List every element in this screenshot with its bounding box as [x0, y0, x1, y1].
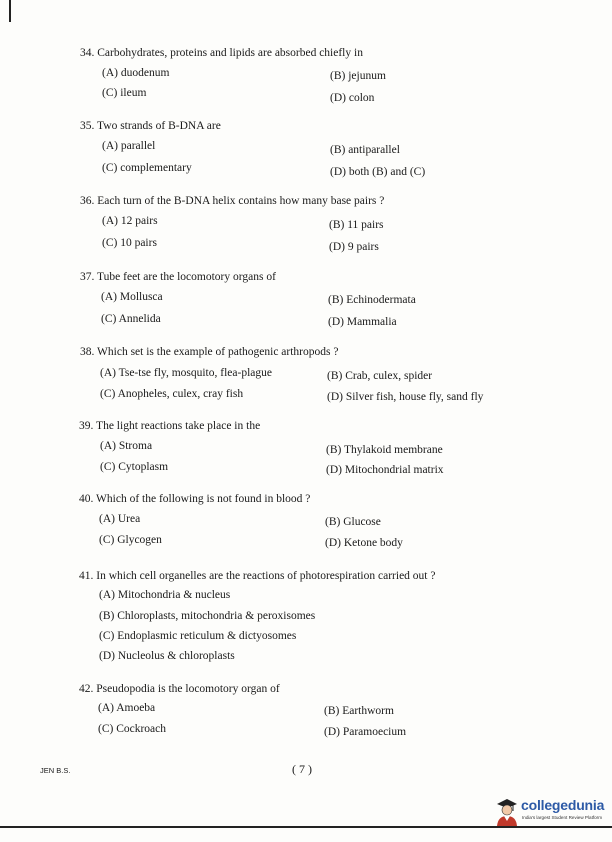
question-34-text: 34. Carbohydrates, proteins and lipids are absorbed chiefly in [80, 47, 363, 59]
q40-option-a: (A) Urea [99, 513, 141, 525]
question-37-text: 37. Tube feet are the locomotory organs of [80, 271, 276, 283]
q36-option-a: (A) 12 pairs [102, 215, 158, 227]
q34-option-a: (A) duodenum [102, 67, 170, 79]
page-number: ( 7 ) [292, 762, 312, 776]
question-41-text: 41. In which cell organelles are the reactions of photorespiration carried out ? [79, 570, 436, 582]
question-40-text: 40. Which of the following is not found in blood ? [79, 493, 311, 505]
q35-option-b: (B) antiparallel [330, 144, 400, 156]
q40-option-c: (C) Glycogen [99, 534, 162, 546]
q38-option-a: (A) Tse-tse fly, mosquito, flea-plague [100, 367, 272, 379]
q36-option-b: (B) 11 pairs [329, 219, 384, 231]
q39-option-d: (D) Mitochondrial matrix [326, 464, 444, 476]
q39-option-c: (C) Cytoplasm [100, 461, 169, 473]
graduate-icon [494, 796, 520, 826]
q34-option-d: (D) colon [330, 92, 375, 104]
q36-option-d: (D) 9 pairs [329, 241, 379, 253]
q35-option-c: (C) complementary [102, 162, 192, 174]
q37-option-c: (C) Annelida [101, 313, 161, 325]
q36-option-c: (C) 10 pairs [102, 237, 157, 249]
q40-option-b: (B) Glucose [325, 516, 381, 528]
q41-option-a: (A) Mitochondria & nucleus [99, 589, 231, 601]
q42-option-d: (D) Paramoecium [324, 726, 407, 738]
q38-option-b: (B) Crab, culex, spider [327, 370, 433, 382]
q41-option-b: (B) Chloroplasts, mitochondria & peroxisomes [99, 610, 316, 622]
question-35-text: 35. Two strands of B-DNA are [80, 120, 221, 132]
q39-option-b: (B) Thylakoid membrane [326, 444, 443, 456]
q39-option-a: (A) Stroma [100, 440, 153, 452]
brand-tagline: India's largest Student Review Platform [522, 815, 603, 820]
q42-option-b: (B) Earthworm [324, 705, 394, 717]
q37-option-a: (A) Mollusca [101, 291, 163, 303]
q34-option-c: (C) ileum [102, 87, 147, 99]
q34-option-b: (B) jejunum [330, 70, 386, 82]
q40-option-d: (D) Ketone body [325, 537, 403, 549]
q41-option-c: (C) Endoplasmic reticulum & dictyosomes [99, 630, 297, 642]
footer-code: JEN B.S. [40, 766, 71, 775]
question-38-text: 38. Which set is the example of pathogenic arthropods ? [80, 346, 339, 358]
collegedunia-watermark [494, 796, 610, 826]
q35-option-d: (D) both (B) and (C) [330, 166, 426, 178]
q42-option-c: (C) Cockroach [98, 723, 167, 735]
page-edge-bottom [0, 826, 612, 828]
question-42-text: 42. Pseudopodia is the locomotory organ of [79, 683, 280, 695]
q38-option-d: (D) Silver fish, house fly, sand fly [327, 391, 484, 403]
question-39-text: 39. The light reactions take place in the [79, 420, 261, 432]
page-edge-left [9, 0, 11, 22]
q38-option-c: (C) Anopheles, culex, cray fish [100, 388, 244, 400]
question-36-text: 36. Each turn of the B-DNA helix contains how many base pairs ? [80, 195, 385, 207]
q42-option-a: (A) Amoeba [98, 702, 156, 714]
q37-option-b: (B) Echinodermata [328, 294, 416, 306]
q41-option-d: (D) Nucleolus & chloroplasts [99, 650, 235, 662]
q37-option-d: (D) Mammalia [328, 316, 397, 328]
q35-option-a: (A) parallel [102, 140, 156, 152]
brand-name: collegedunia [521, 797, 605, 813]
